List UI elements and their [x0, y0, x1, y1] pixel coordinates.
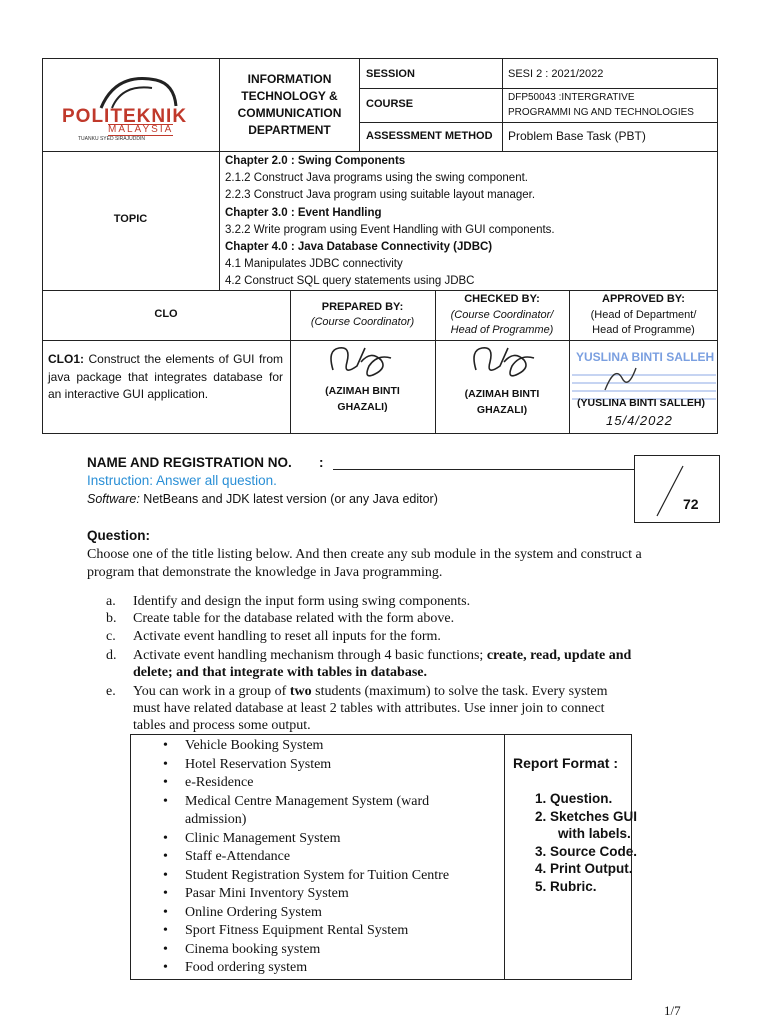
score-box	[634, 455, 720, 523]
title-item	[185, 811, 495, 830]
title-item	[163, 904, 495, 923]
title-text: Online Ordering System	[185, 904, 322, 920]
session-label: SESSION	[366, 68, 415, 80]
topic-lines	[225, 153, 555, 291]
title-text: Medical Centre Management System (ward	[185, 793, 430, 809]
topic-line: 4.1 Manipulates JDBC connectivity	[225, 258, 403, 271]
assessment-label: ASSESSMENT METHOD	[366, 130, 493, 142]
bullet-icon: •	[163, 775, 168, 790]
topic-line: Chapter 2.0 : Swing Components	[225, 155, 406, 167]
logo-caption: TUANKU SYED SIRAJUDDIN	[78, 136, 145, 142]
title-text: Sport Fitness Equipment Rental System	[185, 923, 409, 938]
question-item-d: d. Activate event handling mechanism through 4 basic functions; create, read, update and delete; and that integrate with tables in database.	[106, 648, 632, 680]
title-item	[163, 941, 495, 960]
signature-approved-icon	[600, 360, 640, 400]
report-item: 1. Question.	[535, 791, 613, 806]
topic-line: Chapter 3.0 : Event Handling	[225, 206, 382, 219]
title-text: Pasar Mini Inventory System	[185, 886, 349, 901]
course-value-1: DFP50043 :INTERGRATIVE	[508, 92, 635, 103]
report-list	[535, 790, 637, 895]
approved-date: 15/4/2022	[606, 413, 673, 428]
logo-text: POLITEKNIK	[62, 106, 188, 127]
title-text: Clinic Management System	[185, 830, 341, 846]
question-item-e: e. You can work in a group of two students (maximum) to solve the task. Every system must have related database at least 2 tables with attributes. Use inner join to connect tables and process some output.	[106, 684, 608, 733]
name-label: NAME AND REGISTRATION NO.	[87, 455, 292, 470]
assessment-value: Problem Base Task (PBT)	[508, 129, 646, 143]
clo1-text: CLO1: Construct the elements of GUI from java package that integrates database for an interactive GUI application.	[48, 352, 283, 401]
title-text: Staff e-Attendance	[185, 849, 291, 864]
logo-arc-icon	[56, 70, 206, 110]
title-text: e-Residence	[185, 775, 254, 790]
question-item-a: a. Identify and design the input form using swing components.	[106, 594, 471, 609]
prepared-by: PREPARED BY: (Course Coordinator)	[310, 301, 415, 328]
topic-line: 2.1.2 Construct Java programs using the swing component.	[225, 172, 528, 185]
report-item: 2. Sketches GUI	[535, 808, 638, 824]
report-item: 5. Rubric.	[535, 878, 597, 894]
score-slash-icon	[635, 456, 721, 524]
title-text: Hotel Reservation System	[185, 756, 332, 772]
question-intro: Choose one of the title listing below. And then create any sub module in the system and construct a program that demonstrate the knowledge in Java programming.	[87, 547, 642, 580]
stamp-lines	[572, 368, 716, 418]
checked-name: (AZIMAH BINTI GHAZALI)	[464, 388, 540, 416]
checked-by: CHECKED BY: (Course Coordinator/ Head of Programme)	[450, 293, 554, 336]
title-item	[163, 867, 495, 886]
title-text: admission)	[185, 812, 247, 827]
topic-line: 2.2.3 Construct Java program using suitable layout manager.	[225, 189, 536, 202]
question-item-b: b. Create table for the database related with the form above.	[106, 611, 455, 626]
bullet-icon: •	[163, 960, 168, 975]
topic-line: Chapter 4.0 : Java Database Connectivity (JDBC)	[225, 241, 493, 254]
title-item	[163, 793, 495, 812]
approved-stamp: YUSLINA BINTI SALLEH	[576, 350, 715, 364]
report-item: with labels.	[558, 826, 631, 841]
report-item: 4. Print Output.	[535, 861, 633, 876]
signature-prepared-icon	[325, 340, 405, 385]
report-heading: Report Format :	[513, 755, 618, 771]
title-item	[163, 756, 495, 775]
bullet-icon: •	[163, 886, 168, 901]
title-item	[163, 830, 495, 849]
prepared-name: (AZIMAH BINTI GHAZALI)	[325, 385, 400, 413]
topic-line: 4.2 Construct SQL query statements using JDBC	[225, 275, 475, 288]
title-item	[163, 737, 495, 756]
bullet-icon: •	[163, 849, 168, 864]
session-value: SESI 2 : 2021/2022	[508, 68, 604, 80]
page-number: 1/7	[664, 1003, 681, 1018]
bullet-icon: •	[163, 793, 168, 809]
bullet-icon: •	[163, 904, 168, 920]
signature-checked-icon	[468, 340, 548, 385]
topic-label: TOPIC	[113, 213, 148, 225]
name-colon: :	[319, 455, 324, 470]
approved-name: (YUSLINA BINTI SALLEH)	[577, 397, 705, 409]
bullet-icon: •	[163, 923, 168, 938]
approved-by: APPROVED BY: (Head of Department/ Head of Programme)	[590, 293, 697, 336]
department-name: INFORMATION TECHNOLOGY & COMMUNICATION DEPARTMENT	[237, 72, 342, 137]
title-text: Student Registration System for Tuition Centre	[185, 867, 450, 883]
course-value-2: PROGRAMMI NG AND TECHNOLOGIES	[508, 107, 694, 118]
clo-label: CLO	[154, 308, 178, 320]
logo-sub: MALAYSIA	[108, 124, 174, 135]
title-item	[163, 959, 495, 978]
bullet-icon: •	[163, 830, 168, 846]
bullet-icon: •	[163, 941, 168, 957]
title-text: Food ordering system	[185, 960, 308, 975]
bullet-icon: •	[163, 867, 168, 883]
bullet-icon: •	[163, 756, 168, 772]
title-item	[163, 885, 495, 904]
title-item	[163, 774, 495, 793]
logo	[56, 70, 206, 146]
software-line: Software: NetBeans and JDK latest version (or any Java editor)	[87, 492, 438, 506]
title-item	[163, 922, 495, 941]
question-item-c: c. Activate event handling to reset all inputs for the form.	[106, 629, 441, 644]
title-text: Vehicle Booking System	[185, 738, 324, 753]
bullet-icon: •	[163, 738, 168, 753]
topic-line: 3.2.2 Write program using Event Handling with GUI components.	[225, 223, 555, 236]
title-text: Cinema booking system	[185, 941, 321, 957]
name-input-line[interactable]	[333, 469, 635, 470]
title-list	[163, 737, 495, 978]
instruction: Instruction: Answer all question.	[87, 473, 277, 488]
question-heading: Question:	[87, 528, 150, 543]
score-total: 72	[683, 496, 699, 512]
course-label: COURSE	[366, 98, 414, 110]
title-item	[163, 848, 495, 867]
report-item: 3. Source Code.	[535, 843, 638, 859]
